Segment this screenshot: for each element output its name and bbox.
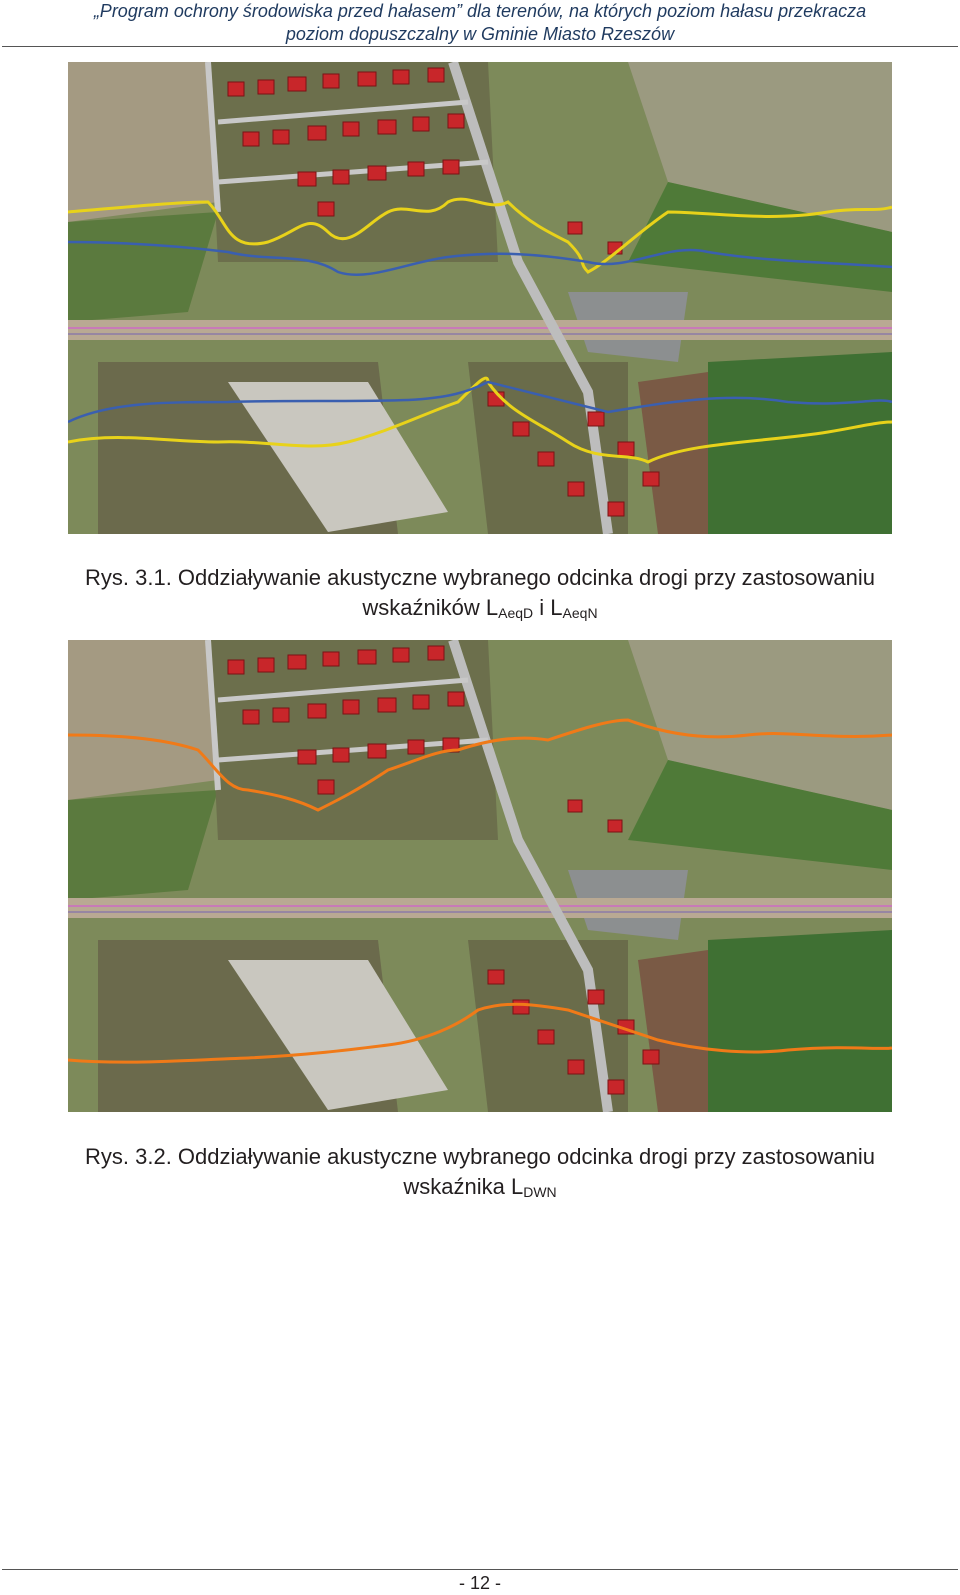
caption-text: wskaźników L	[362, 595, 499, 620]
caption-text: i L	[533, 595, 563, 620]
caption-text: wskaźnika L	[403, 1174, 524, 1199]
figure-1-caption	[0, 563, 960, 623]
page-header	[0, 0, 960, 46]
header-line-2: poziom dopuszczalny w Gminie Miasto Rzeszów	[285, 24, 675, 44]
aerial-map-figure-1	[68, 62, 892, 534]
figure-2-caption-line-1: Rys. 3.2. Oddziaływanie akustyczne wybranego odcinka drogi przy zastosowaniu	[85, 1144, 875, 1169]
figure-2-caption-line-2	[0, 1172, 960, 1202]
header-line-1: „Program ochrony środowiska przed hałasem” dla terenów, na których poziom hałasu przekracza	[93, 1, 867, 21]
footer-divider	[2, 1569, 958, 1570]
figure-1-caption-line-1: Rys. 3.1. Oddziaływanie akustyczne wybranego odcinka drogi przy zastosowaniu	[85, 565, 875, 590]
page-number: - 12 -	[458, 1573, 501, 1593]
subscript-aeqn: AeqN	[562, 605, 598, 621]
aerial-photo-2	[68, 640, 892, 1112]
figure-2-caption	[0, 1142, 960, 1202]
subscript-aeqd: AeqD	[498, 605, 534, 621]
aerial-map-figure-2	[68, 640, 892, 1112]
subscript-dwn: DWN	[523, 1184, 557, 1200]
figure-1-caption-line-2	[0, 593, 960, 623]
header-divider	[2, 46, 958, 47]
aerial-photo-1	[68, 62, 892, 534]
